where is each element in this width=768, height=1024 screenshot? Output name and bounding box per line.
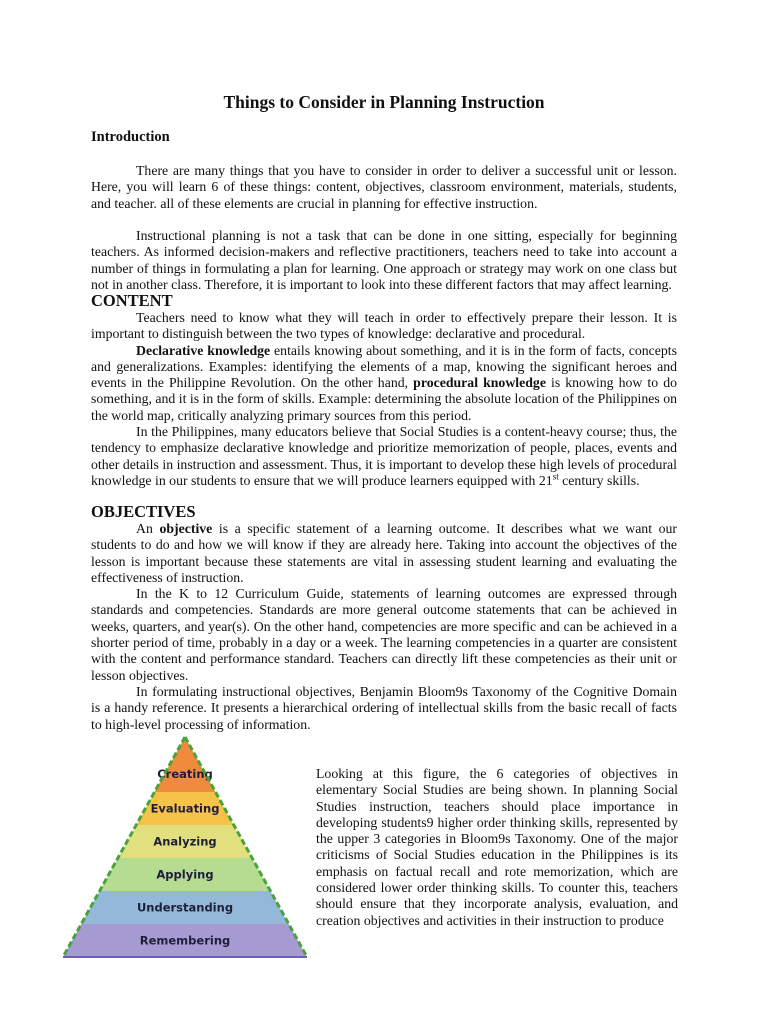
pyramid-label-creating: Creating: [157, 767, 213, 781]
figure-side-text: Looking at this figure, the 6 categories of objectives in elementary Social Studies are being shown. In planning Social Studies instruction, teachers should place importance in developing students9 higher order thinking skills, represented by the upper 3 categories in Bloom9s Taxonomy. One of the major criticisms of Social Studies education in the Philippines is its emphasis on factual recall and rote memorization, which are considered lower order thinking skills. To counter this, teachers should ensure that they incorporate analysis, evaluation, and creation objectives and activities in their instruction to produce: [316, 766, 678, 928]
introduction-paragraph-1: There are many things that you have to consider in order to deliver a successful unit or lesson. Here, you will learn 6 of these things: content, objectives, classroom environment, materials, students, and teacher. all of these elements are crucial in planning for effective instruction.: [91, 163, 677, 211]
content-paragraph-3: In the Philippines, many educators believe that Social Studies is a content-heavy course; thus, the tendency to emphasize declarative knowledge and prioritize memorization of people, places, events and other details in instruction and assessment. Thus, it is important to develop these high levels of procedural knowledge in our students to ensure that we will produce learners equipped with 21st century skills.: [91, 424, 677, 488]
content-heading: CONTENT: [91, 291, 173, 310]
procedural-knowledge-term: procedural knowledge: [413, 375, 546, 391]
objectives-section: [91, 521, 677, 733]
objectives-heading: OBJECTIVES: [91, 502, 196, 521]
pyramid-label-remembering: Remembering: [139, 933, 231, 948]
pyramid-label-analyzing: Analyzing: [153, 834, 217, 849]
pyramid-label-evaluating: Evaluating: [150, 801, 220, 816]
pyramid-label-applying: Applying: [156, 867, 214, 882]
bloom-taxonomy-pyramid: [60, 735, 310, 960]
content-section: [91, 310, 677, 489]
pyramid-label-understanding: Understanding: [136, 900, 234, 915]
objectives-paragraph-1: An objective is a specific statement of a learning outcome. It describes what we want our students to do and how we will know if they are already here. Taking into account the objectives of the lesson is important because these statements are vital in assessing student learning and evaluating the effectiveness of instruction.: [91, 521, 678, 585]
content-paragraph-2: Declarative knowledge entails knowing about something, and it is in the form of facts, concepts and generalizations. Examples: identifying the elements of a map, knowing the significant heroes and events in the Philippine Revolution. On the other hand, procedural knowledge is knowing how to do something, and it is in the form of skills. Example: determining the absolute location of the Philippines on the world map, critically analyzing primary sources from this period.: [91, 342, 677, 423]
introduction-paragraph-2: Instructional planning is not a task that can be done in one sitting, especially for beginning teachers. As informed decision-makers and reflective practitioners, teachers need to take into account a number of things in formulating a plan for learning. One approach or strategy may work on one class but not in another class. Therefore, it is important to look into these different factors that may affect learning.: [91, 228, 677, 292]
content-paragraph-1: Teachers need to know what they will teach in order to effectively prepare their lesson. It is important to distinguish between the two types of knowledge: declarative and procedural.: [91, 310, 677, 342]
objective-term: objective: [159, 521, 213, 536]
objectives-paragraph-3: In formulating instructional objectives, Benjamin Bloom9s Taxonomy of the Cognitive Domain is a handy reference. It presents a hierarchical ordering of intellectual skills from the basic recall of facts to high-level processing of information.: [91, 683, 677, 732]
declarative-knowledge-term: Declarative knowledge: [136, 342, 271, 358]
introduction-heading: Introduction: [91, 129, 170, 145]
objectives-paragraph-2: In the K to 12 Curriculum Guide, statements of learning outcomes are expressed through standards and competencies. Standards are more general outcome statements that can be achieved in weeks, quarters, and year(s). On the other hand, competencies are more specific and can be achieved in a shorter period of time, probably in a day or a week. The learning competencies in a quarter are consistent with the content and performance standard. Teachers can directly lift these competencies as their unit or lesson objectives.: [91, 586, 677, 683]
document-title: Things to Consider in Planning Instruction: [223, 92, 545, 112]
pyramid-level-creating: [155, 737, 216, 792]
